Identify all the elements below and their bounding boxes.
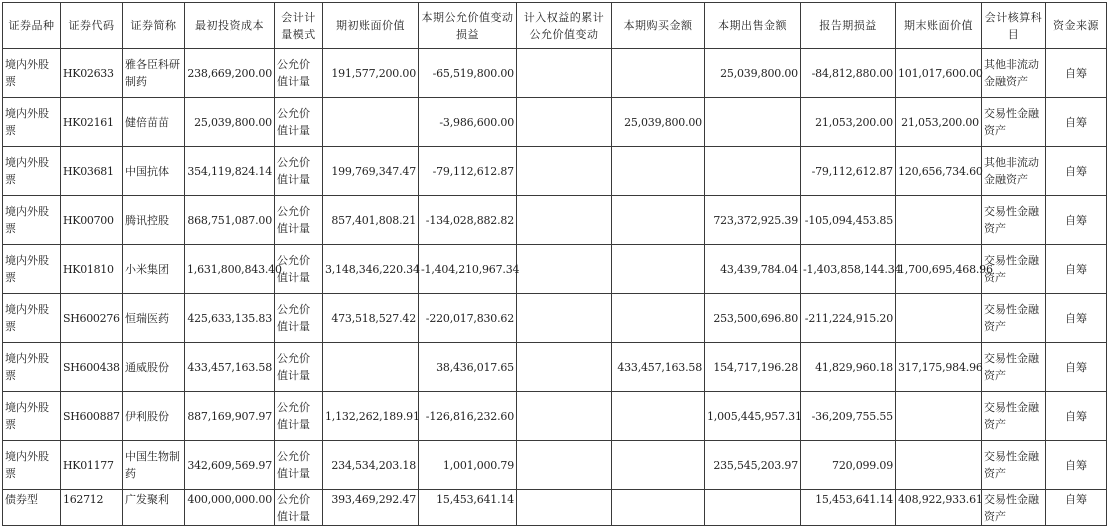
fair-value-change-cell: 15,453,641.14 — [419, 490, 517, 526]
column-header: 本期出售金额 — [705, 3, 801, 49]
table-body — [3, 49, 1107, 526]
table-row — [3, 196, 1107, 245]
accounting-subject-cell: 其他非流动金融资产 — [982, 147, 1046, 196]
fund-source-cell: 自筹 — [1046, 294, 1107, 343]
column-header: 报告期损益 — [801, 3, 896, 49]
fair-value-change-cell: -126,816,232.60 — [419, 392, 517, 441]
measurement-mode-cell: 公允价值计量 — [275, 392, 323, 441]
purchase-amount-cell — [612, 49, 705, 98]
table-row — [3, 343, 1107, 392]
measurement-mode-cell: 公允价值计量 — [275, 147, 323, 196]
equity-fair-value-change-cell — [517, 490, 612, 526]
initial-cost-cell: 25,039,800.00 — [185, 98, 275, 147]
opening-book-value-cell: 857,401,808.21 — [323, 196, 419, 245]
fund-source-cell: 自筹 — [1046, 392, 1107, 441]
sale-amount-cell: 1,005,445,957.31 — [705, 392, 801, 441]
measurement-mode-cell: 公允价值计量 — [275, 245, 323, 294]
period-profit-loss-cell: 15,453,641.14 — [801, 490, 896, 526]
purchase-amount-cell — [612, 245, 705, 294]
security-name-cell: 广发聚利 — [123, 490, 185, 526]
closing-book-value-cell: 120,656,734.60 — [896, 147, 982, 196]
security-code-cell: SH600887 — [61, 392, 123, 441]
purchase-amount-cell — [612, 147, 705, 196]
security-type-cell: 债券型 — [3, 490, 61, 526]
column-header: 计入权益的累计公允价值变动 — [517, 3, 612, 49]
equity-fair-value-change-cell — [517, 294, 612, 343]
measurement-mode-cell: 公允价值计量 — [275, 490, 323, 526]
table-row — [3, 490, 1107, 526]
accounting-subject-cell: 交易性金融资产 — [982, 98, 1046, 147]
purchase-amount-cell — [612, 490, 705, 526]
closing-book-value-cell: 21,053,200.00 — [896, 98, 982, 147]
fair-value-change-cell: 1,001,000.79 — [419, 441, 517, 490]
security-name-cell: 中国生物制药 — [123, 441, 185, 490]
security-type-cell: 境内外股票 — [3, 343, 61, 392]
sale-amount-cell — [705, 147, 801, 196]
accounting-subject-cell: 交易性金融资产 — [982, 196, 1046, 245]
security-type-cell: 境内外股票 — [3, 196, 61, 245]
sale-amount-cell: 154,717,196.28 — [705, 343, 801, 392]
security-name-cell: 小米集团 — [123, 245, 185, 294]
fair-value-change-cell: 38,436,017.65 — [419, 343, 517, 392]
security-name-cell: 中国抗体 — [123, 147, 185, 196]
accounting-subject-cell: 其他非流动金融资产 — [982, 49, 1046, 98]
accounting-subject-cell: 交易性金融资产 — [982, 441, 1046, 490]
closing-book-value-cell: 317,175,984.96 — [896, 343, 982, 392]
security-code-cell: 162712 — [61, 490, 123, 526]
initial-cost-cell: 887,169,907.97 — [185, 392, 275, 441]
fair-value-change-cell: -65,519,800.00 — [419, 49, 517, 98]
opening-book-value-cell — [323, 98, 419, 147]
measurement-mode-cell: 公允价值计量 — [275, 49, 323, 98]
measurement-mode-cell: 公允价值计量 — [275, 294, 323, 343]
purchase-amount-cell — [612, 196, 705, 245]
security-code-cell: SH600438 — [61, 343, 123, 392]
period-profit-loss-cell: -79,112,612.87 — [801, 147, 896, 196]
sale-amount-cell: 235,545,203.97 — [705, 441, 801, 490]
security-name-cell: 通威股份 — [123, 343, 185, 392]
period-profit-loss-cell: -105,094,453.85 — [801, 196, 896, 245]
fair-value-change-cell: -1,404,210,967.34 — [419, 245, 517, 294]
closing-book-value-cell — [896, 392, 982, 441]
security-code-cell: HK01810 — [61, 245, 123, 294]
column-header: 会计核算科目 — [982, 3, 1046, 49]
fund-source-cell: 自筹 — [1046, 343, 1107, 392]
table-row — [3, 294, 1107, 343]
accounting-subject-cell: 交易性金融资产 — [982, 343, 1046, 392]
security-code-cell: HK02161 — [61, 98, 123, 147]
security-name-cell: 雅各臣科研制药 — [123, 49, 185, 98]
closing-book-value-cell — [896, 294, 982, 343]
security-code-cell: HK02633 — [61, 49, 123, 98]
opening-book-value-cell: 393,469,292.47 — [323, 490, 419, 526]
initial-cost-cell: 342,609,569.97 — [185, 441, 275, 490]
initial-cost-cell: 868,751,087.00 — [185, 196, 275, 245]
sale-amount-cell: 43,439,784.04 — [705, 245, 801, 294]
closing-book-value-cell: 408,922,933.61 — [896, 490, 982, 526]
fair-value-change-cell: -220,017,830.62 — [419, 294, 517, 343]
initial-cost-cell: 238,669,200.00 — [185, 49, 275, 98]
fund-source-cell: 自筹 — [1046, 245, 1107, 294]
equity-fair-value-change-cell — [517, 245, 612, 294]
security-name-cell: 伊利股份 — [123, 392, 185, 441]
fund-source-cell: 自筹 — [1046, 98, 1107, 147]
column-header: 最初投资成本 — [185, 3, 275, 49]
opening-book-value-cell: 473,518,527.42 — [323, 294, 419, 343]
fair-value-change-cell: -3,986,600.00 — [419, 98, 517, 147]
security-type-cell: 境内外股票 — [3, 49, 61, 98]
equity-fair-value-change-cell — [517, 147, 612, 196]
purchase-amount-cell — [612, 441, 705, 490]
equity-fair-value-change-cell — [517, 343, 612, 392]
table-row — [3, 245, 1107, 294]
accounting-subject-cell: 交易性金融资产 — [982, 392, 1046, 441]
accounting-subject-cell: 交易性金融资产 — [982, 294, 1046, 343]
column-header: 证券简称 — [123, 3, 185, 49]
security-type-cell: 境内外股票 — [3, 245, 61, 294]
sale-amount-cell — [705, 490, 801, 526]
table-row — [3, 49, 1107, 98]
purchase-amount-cell — [612, 392, 705, 441]
initial-cost-cell: 1,631,800,843.40 — [185, 245, 275, 294]
sale-amount-cell: 723,372,925.39 — [705, 196, 801, 245]
sale-amount-cell — [705, 98, 801, 147]
fair-value-change-cell: -134,028,882.82 — [419, 196, 517, 245]
initial-cost-cell: 425,633,135.83 — [185, 294, 275, 343]
measurement-mode-cell: 公允价值计量 — [275, 98, 323, 147]
closing-book-value-cell: 101,017,600.00 — [896, 49, 982, 98]
measurement-mode-cell: 公允价值计量 — [275, 441, 323, 490]
fair-value-change-cell: -79,112,612.87 — [419, 147, 517, 196]
period-profit-loss-cell: -1,403,858,144.34 — [801, 245, 896, 294]
table-row — [3, 392, 1107, 441]
equity-fair-value-change-cell — [517, 49, 612, 98]
period-profit-loss-cell: 41,829,960.18 — [801, 343, 896, 392]
initial-cost-cell: 354,119,824.14 — [185, 147, 275, 196]
security-code-cell: HK00700 — [61, 196, 123, 245]
column-header: 资金来源 — [1046, 3, 1107, 49]
table-header-row — [3, 3, 1107, 49]
fund-source-cell: 自筹 — [1046, 490, 1107, 526]
fund-source-cell: 自筹 — [1046, 441, 1107, 490]
security-type-cell: 境内外股票 — [3, 294, 61, 343]
security-name-cell: 腾讯控股 — [123, 196, 185, 245]
sale-amount-cell: 25,039,800.00 — [705, 49, 801, 98]
measurement-mode-cell: 公允价值计量 — [275, 196, 323, 245]
security-type-cell: 境内外股票 — [3, 441, 61, 490]
opening-book-value-cell: 1,132,262,189.91 — [323, 392, 419, 441]
opening-book-value-cell: 199,769,347.47 — [323, 147, 419, 196]
closing-book-value-cell — [896, 441, 982, 490]
period-profit-loss-cell: -84,812,880.00 — [801, 49, 896, 98]
sale-amount-cell: 253,500,696.80 — [705, 294, 801, 343]
table-row — [3, 98, 1107, 147]
security-type-cell: 境内外股票 — [3, 392, 61, 441]
security-code-cell: SH600276 — [61, 294, 123, 343]
period-profit-loss-cell: 720,099.09 — [801, 441, 896, 490]
purchase-amount-cell: 25,039,800.00 — [612, 98, 705, 147]
securities-investment-table — [2, 2, 1107, 526]
column-header: 证券品种 — [3, 3, 61, 49]
period-profit-loss-cell: 21,053,200.00 — [801, 98, 896, 147]
accounting-subject-cell: 交易性金融资产 — [982, 490, 1046, 526]
security-name-cell: 健倍苗苗 — [123, 98, 185, 147]
column-header: 本期公允价值变动损益 — [419, 3, 517, 49]
opening-book-value-cell: 191,577,200.00 — [323, 49, 419, 98]
table-row — [3, 147, 1107, 196]
initial-cost-cell: 400,000,000.00 — [185, 490, 275, 526]
closing-book-value-cell — [896, 196, 982, 245]
initial-cost-cell: 433,457,163.58 — [185, 343, 275, 392]
opening-book-value-cell: 3,148,346,220.34 — [323, 245, 419, 294]
accounting-subject-cell: 交易性金融资产 — [982, 245, 1046, 294]
security-type-cell: 境内外股票 — [3, 147, 61, 196]
equity-fair-value-change-cell — [517, 392, 612, 441]
fund-source-cell: 自筹 — [1046, 49, 1107, 98]
equity-fair-value-change-cell — [517, 441, 612, 490]
fund-source-cell: 自筹 — [1046, 196, 1107, 245]
security-name-cell: 恒瑞医药 — [123, 294, 185, 343]
column-header: 期末账面价值 — [896, 3, 982, 49]
period-profit-loss-cell: -211,224,915.20 — [801, 294, 896, 343]
purchase-amount-cell — [612, 294, 705, 343]
table-row — [3, 441, 1107, 490]
equity-fair-value-change-cell — [517, 196, 612, 245]
period-profit-loss-cell: -36,209,755.55 — [801, 392, 896, 441]
purchase-amount-cell: 433,457,163.58 — [612, 343, 705, 392]
security-code-cell: HK03681 — [61, 147, 123, 196]
security-code-cell: HK01177 — [61, 441, 123, 490]
column-header: 期初账面价值 — [323, 3, 419, 49]
fund-source-cell: 自筹 — [1046, 147, 1107, 196]
column-header: 会计计量模式 — [275, 3, 323, 49]
opening-book-value-cell — [323, 343, 419, 392]
column-header: 证券代码 — [61, 3, 123, 49]
closing-book-value-cell: 1,700,695,468.96 — [896, 245, 982, 294]
column-header: 本期购买金额 — [612, 3, 705, 49]
equity-fair-value-change-cell — [517, 98, 612, 147]
security-type-cell: 境内外股票 — [3, 98, 61, 147]
measurement-mode-cell: 公允价值计量 — [275, 343, 323, 392]
opening-book-value-cell: 234,534,203.18 — [323, 441, 419, 490]
